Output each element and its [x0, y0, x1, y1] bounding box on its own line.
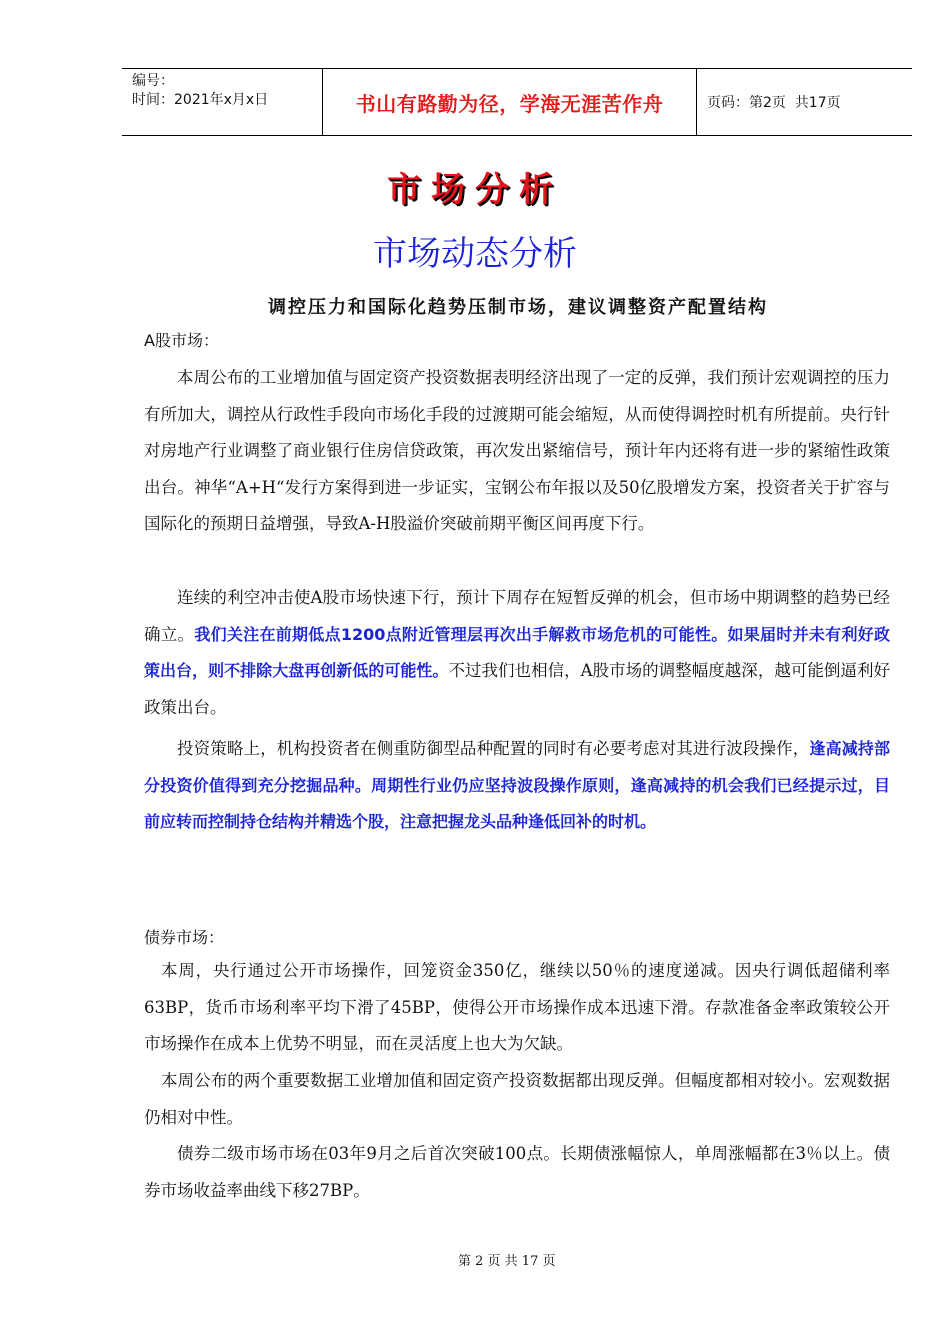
- a-share-p2-text-c: 不过我们也相信，A股市场的调整幅度越深，越可能倒逼利好政策出台。: [144, 661, 890, 717]
- page-footer: 第 2 页 共 17 页: [458, 1254, 556, 1269]
- a-share-p3-text-a: 投资策略上，机构投资者在侧重防御型品种配置的同时有必要考虑对其进行波段操作，: [177, 739, 810, 758]
- document-subtitle-main: 市场动态分析: [373, 234, 577, 274]
- header-meta: [122, 69, 323, 135]
- a-share-p2-text-a: 连续的利空冲击使A股市场快速下行，预计下周存在短暂反弹的机会，但市场中期调整的趋势已经确立。: [144, 588, 890, 644]
- a-share-paragraph-2: [144, 580, 890, 726]
- document-subtitle: 调控压力和国际化趋势压制市场，建议调整资产配置结构: [268, 297, 768, 318]
- section-heading-a-share: A股市场：: [144, 331, 219, 350]
- code-label: 编号：: [132, 73, 174, 89]
- time-label: 时间：2021年x月x日: [132, 92, 269, 108]
- header-motto: 书山有路勤为径，学海无涯苦作舟: [323, 69, 697, 135]
- header-page-info: 页码：第2页 共17页: [707, 95, 841, 111]
- section-heading-bond: 债券市场：: [144, 928, 225, 947]
- a-share-p2-emphasis: 我们关注在前期低点1200点附近管理层再次出手解救市场危机的可能性。如果届时并未有利好政策出台，则不排除大盘再创新低的可能性。: [144, 624, 890, 680]
- page-header: [122, 68, 912, 136]
- a-share-p3-emphasis: 逢高减持部分投资价值得到充分挖掘品种。周期性行业仍应坚持波段操作原则，逢高减持的机会我们已经提示过，目前应转而控制持仓结构并精选个股，注意把握龙头品种逢低回补的时机。: [144, 739, 890, 831]
- a-share-paragraph-3: [144, 731, 890, 841]
- bond-paragraph-3: 债券二级市场市场在03年9月之后首次突破100点。长期债涨幅惊人，单周涨幅都在3％以上。债券市场收益率曲线下移27BP。: [144, 1144, 890, 1200]
- bond-paragraph-2: 本周公布的两个重要数据工业增加值和固定资产投资数据都出现反弹。但幅度都相对较小。宏观数据仍相对中性。: [144, 1071, 890, 1127]
- document-title: 市场分析: [387, 170, 563, 210]
- a-share-paragraph-1: 本周公布的工业增加值与固定资产投资数据表明经济出现了一定的反弹，我们预计宏观调控的压力有所加大，调控从行政性手段向市场化手段的过渡期可能会缩短，从而使得调控时机有所提前。央行针对房地产行业调整了商业银行住房信贷政策，再次发出紧缩信号，预计年内还将有进一步的紧缩性政策出台。神华“A+H“发行方案得到进一步证实，宝钢公布年报以及50亿股增发方案，投资者关于扩容与国际化的预期日益增强，导致A-H股溢价突破前期平衡区间再度下行。: [144, 368, 890, 533]
- bond-paragraph-1: 本周，央行通过公开市场操作，回笼资金350亿，继续以50％的速度递减。因央行调低超储利率63BP，货币市场利率平均下滑了45BP，使得公开市场操作成本迅速下滑。存款准备金率政策较公开市场操作在成本上优势不明显，而在灵活度上也大为欠缺。: [144, 961, 890, 1053]
